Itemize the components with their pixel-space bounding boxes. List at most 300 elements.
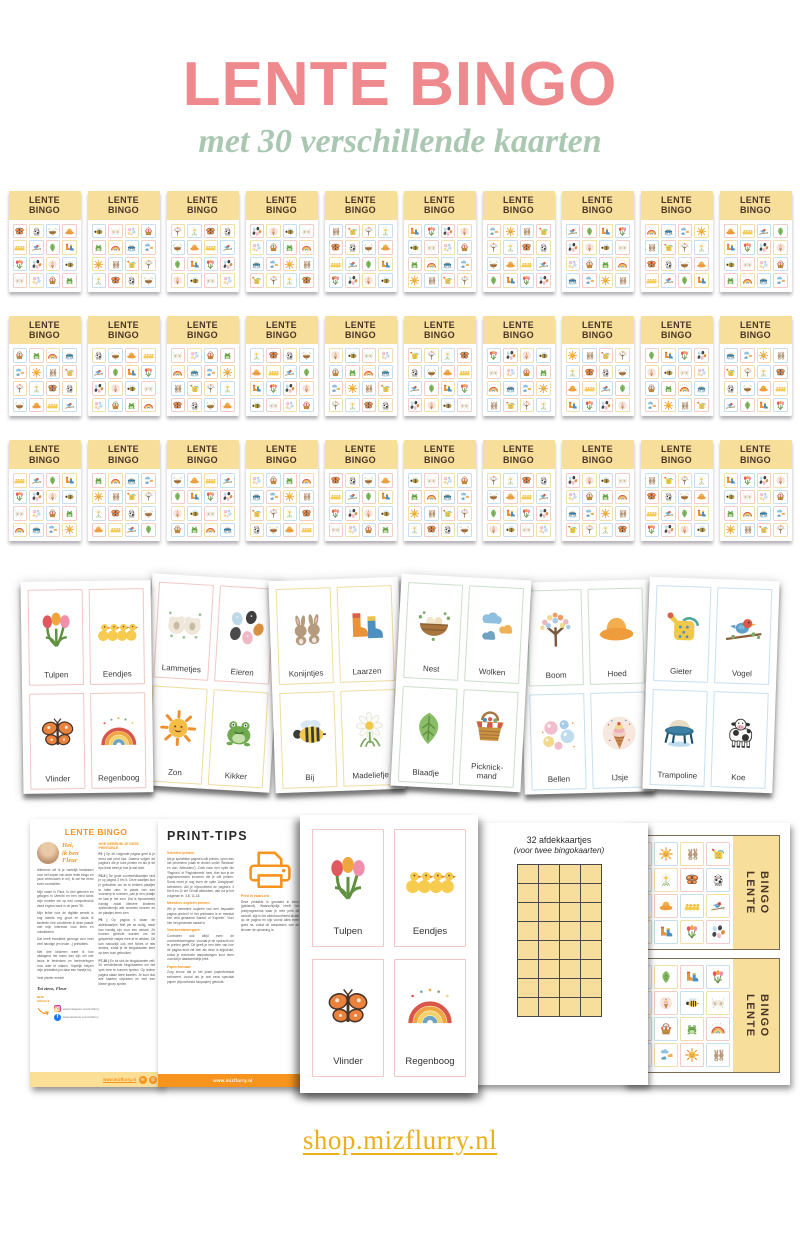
bingo-title-line: LENTE [186, 444, 218, 455]
bingo-tile [424, 490, 439, 505]
regenboog-icon [301, 475, 312, 486]
lammetjes-icon [301, 226, 312, 237]
bij-icon [126, 383, 137, 394]
bingo-tile [108, 490, 123, 505]
kikker-icon [284, 475, 295, 486]
bingo-tile [740, 348, 755, 363]
vogel-icon [600, 383, 611, 394]
bingo-tile [536, 240, 551, 255]
bingo-tile [599, 381, 614, 396]
bingo-tile [250, 365, 265, 380]
flashcard-bellen [529, 693, 586, 790]
bingo-tile [757, 490, 772, 505]
regenboog-icon [646, 226, 657, 237]
bingo-tile [680, 965, 704, 989]
bingo-tile [487, 506, 502, 521]
laarzen-icon [380, 259, 391, 270]
bingo-title-line: BINGO [581, 205, 613, 216]
bingo-tile [13, 224, 28, 239]
kikker-icon [409, 259, 420, 270]
cover-tile [560, 979, 581, 998]
bingo-tile [582, 273, 597, 288]
bingo-title-line: LENTE [186, 195, 218, 206]
eendjes-icon [521, 491, 532, 502]
koe-icon [718, 711, 761, 754]
bingo-tile [378, 348, 393, 363]
bingo-tile [408, 506, 423, 521]
socials-label: MIJN SOCIALS [37, 994, 50, 1003]
bellen-icon [222, 508, 233, 519]
flashcard-picknickmand [459, 689, 519, 788]
bingo-tile [694, 381, 709, 396]
eendjes-icon [459, 367, 470, 378]
bingo-card-title [9, 440, 81, 469]
bingo-tile [250, 506, 265, 521]
socials-block [37, 994, 100, 1021]
nest-icon [47, 226, 58, 237]
flashcard-label: Blaadje [412, 767, 440, 778]
kikker-icon [600, 259, 611, 270]
picknickmand-icon [47, 508, 58, 519]
bingo-grid [246, 344, 318, 416]
cover-tile [518, 960, 539, 979]
bingo-card [483, 191, 555, 292]
picknickmand-icon [584, 259, 595, 270]
kikker-icon [64, 275, 75, 286]
lammetjes-icon [268, 400, 279, 411]
bingo-title-line: BINGO [265, 205, 297, 216]
bingo-title-line: BINGO [107, 205, 139, 216]
zon-icon [409, 508, 420, 519]
flashcard-label: Eendjes [412, 926, 448, 938]
koe-icon [538, 475, 549, 486]
lammetjes-icon [162, 602, 206, 646]
tulpen-icon [14, 259, 25, 270]
boom-icon [521, 400, 532, 411]
lammetjes-icon [742, 491, 753, 502]
bingo-tile [599, 240, 614, 255]
madeliefje-icon [658, 872, 674, 888]
print-section-text: Als je specifieke pagina's wilt printen, open dan het printmenu (vaak te vinden onder 'Bestand' en dan 'Afdrukken'). Zoek naar een optie die 'Pagina's' of 'Paginabereik' heet. Hier kun je de paginanummers invoeren die je wilt printen. Soms moet je nog even de optie 'Aangepast' selecteren. Als je bijvoorbeeld de pagina's 3 t/m 8 en 11 t/m 18 wilt afdrukken, dan vul je het volgende in: 3-8, 11-18. [167, 856, 234, 898]
flashcard-page [519, 579, 655, 794]
cover-tile [560, 922, 581, 941]
hoed-icon [594, 608, 637, 651]
eendjes-icon [205, 475, 216, 486]
madeliefje-icon [696, 242, 707, 253]
bingo-tile [740, 490, 755, 505]
bingo-tile [724, 381, 739, 396]
bingo-tile [46, 257, 61, 272]
bingo-tile [441, 273, 456, 288]
vlinder-icon [205, 226, 216, 237]
bingo-tile [645, 273, 660, 288]
bingo-tile [362, 224, 377, 239]
bellen-icon [222, 275, 233, 286]
koe-icon [126, 508, 137, 519]
bingo-tile [108, 523, 123, 538]
bingo-tile [283, 381, 298, 396]
bingo-tile [220, 473, 235, 488]
blaadje-icon [658, 969, 674, 985]
lammetjes-icon [205, 275, 216, 286]
bingo-title-line: LENTE [265, 444, 297, 455]
bingo-grid [641, 344, 713, 416]
hoed-icon [93, 524, 104, 535]
eieren-icon [347, 508, 358, 519]
bingo-tile [615, 506, 630, 521]
flashcard-ijsje [590, 692, 647, 789]
koe-icon [663, 491, 674, 502]
bingo-tile [582, 224, 597, 239]
bingo-tile [46, 398, 61, 413]
flashcard-page [642, 577, 779, 793]
blaadje-icon [742, 400, 753, 411]
cover-tile [518, 884, 539, 903]
bingo-tile [250, 348, 265, 363]
bellen-icon [536, 713, 579, 756]
bij-icon [725, 491, 736, 502]
bingo-tile [582, 398, 597, 413]
bingo-tile [757, 473, 772, 488]
bingo-tile [125, 398, 140, 413]
zon-icon [696, 226, 707, 237]
bingo-tile [694, 523, 709, 538]
printer-icon [243, 848, 297, 890]
bingo-grid [88, 344, 160, 416]
bingo-tile [645, 473, 660, 488]
gieter-icon [442, 508, 453, 519]
cover-tile [539, 884, 560, 903]
eendjes-icon [268, 367, 279, 378]
picknickmand-icon [584, 491, 595, 502]
flashcard-label: Vlinder [45, 774, 71, 784]
laarzen-icon [251, 383, 262, 394]
eendjes-icon [143, 350, 154, 361]
bingo-tile [171, 365, 186, 380]
bingo-tile [661, 398, 676, 413]
bingo-grid [483, 469, 555, 541]
gieter-icon [380, 383, 391, 394]
bingo-tile [250, 523, 265, 538]
bingo-tile [661, 273, 676, 288]
vogel-icon [725, 400, 736, 411]
bingo-tile [92, 523, 107, 538]
bingo-grid [167, 220, 239, 292]
flashcard-vlinder [312, 959, 384, 1077]
picknickmand-icon [172, 524, 183, 535]
bingo-tile [345, 506, 360, 521]
bingo-title-line: BINGO [186, 330, 218, 341]
kikker-icon [380, 524, 391, 535]
bingo-tile [599, 348, 614, 363]
konijntjes-icon [584, 350, 595, 361]
zon-icon [658, 846, 674, 862]
vlinder-icon [14, 226, 25, 237]
shop-link[interactable]: shop.mizflurry.nl [302, 1125, 498, 1156]
bingo-title-line: BINGO [28, 454, 60, 465]
bingo-card-title [9, 316, 81, 345]
wolken-icon [584, 275, 595, 286]
bingo-tile [46, 365, 61, 380]
tulpen-icon [14, 491, 25, 502]
hoed-icon [31, 400, 42, 411]
lammetjes-icon [459, 400, 470, 411]
bingo-tile [487, 257, 502, 272]
bingo-tile [654, 842, 678, 866]
lammetjes-icon [679, 367, 690, 378]
bij-icon [442, 400, 453, 411]
bingo-tile [408, 473, 423, 488]
bingo-tile [694, 224, 709, 239]
bingo-tile [678, 273, 693, 288]
bingo-tile [408, 224, 423, 239]
bingo-card-title [483, 316, 555, 345]
bingo-tile [62, 365, 77, 380]
bingo-tile [678, 348, 693, 363]
hoed-icon [284, 524, 295, 535]
flashcard-kikker [208, 689, 269, 788]
blaadje-icon [679, 275, 690, 286]
flashcard-label: Gieter [669, 666, 693, 677]
eendjes-icon [95, 608, 138, 651]
bingo-tile [329, 348, 344, 363]
wolken-icon [459, 259, 470, 270]
bingo-tile [536, 273, 551, 288]
kikker-icon [189, 524, 200, 535]
bingo-card-title [404, 316, 476, 345]
bingo-tile [125, 365, 140, 380]
bingo-tile [187, 365, 202, 380]
bingo-tile [441, 490, 456, 505]
bingo-tile [283, 398, 298, 413]
gieter-icon [505, 400, 516, 411]
page-flashcards-preview [300, 815, 478, 1093]
bingo-tile [408, 257, 423, 272]
bellen-icon [251, 242, 262, 253]
flashcard-label: IJsje [611, 772, 629, 783]
bingo-tile [740, 224, 755, 239]
bingo-card-title [720, 440, 792, 469]
tulpen-icon [330, 275, 341, 286]
rotated-bingo-header: LENTE BINGO [733, 836, 779, 949]
ijsje-icon [521, 350, 532, 361]
laarzen-icon [725, 475, 736, 486]
bingo-tile [299, 473, 314, 488]
bingo-tile [187, 240, 202, 255]
trampoline-icon [126, 475, 137, 486]
regenboog-icon [404, 983, 456, 1035]
bingo-tile [125, 490, 140, 505]
bingo-grid [9, 469, 81, 541]
lammetjes-icon [488, 367, 499, 378]
konijntjes-icon [617, 275, 628, 286]
howto-heading: HOE GEBRUIK JE DEZE PRINTABLE [98, 842, 139, 851]
flashcard-label: Laarzen [352, 666, 382, 677]
bingo-tile [680, 1043, 704, 1067]
konijntjes-icon [110, 259, 121, 270]
bingo-tile [345, 257, 360, 272]
flashcard-page [391, 574, 532, 793]
bellen-icon [189, 350, 200, 361]
regenboog-icon [110, 475, 121, 486]
bingo-tile [645, 348, 660, 363]
hoed-icon [380, 475, 391, 486]
nest-icon [205, 400, 216, 411]
madeliefje-icon [222, 383, 233, 394]
zon-icon [409, 275, 420, 286]
lammetjes-icon [14, 275, 25, 286]
bingo-tile [694, 365, 709, 380]
bingo-tile [345, 381, 360, 396]
bingo-tile [520, 523, 535, 538]
bingo-tile [536, 365, 551, 380]
bingo-tile [773, 473, 788, 488]
rotated-bingo-grid [634, 959, 733, 1072]
eieren-icon [663, 524, 674, 535]
konijntjes-icon [684, 846, 700, 862]
wolken-icon [646, 400, 657, 411]
bingo-card [562, 191, 634, 292]
gieter-icon [663, 242, 674, 253]
flashcard-label: Picknick-mand [470, 761, 504, 781]
bingo-tile [773, 240, 788, 255]
bingo-title-line: BINGO [28, 205, 60, 216]
ijsje-icon [775, 242, 786, 253]
bingo-tile [62, 224, 77, 239]
bingo-tile [706, 842, 730, 866]
bingo-tile [329, 224, 344, 239]
cover-tile [560, 998, 581, 1017]
bingo-tile [62, 523, 77, 538]
bingo-tile [362, 398, 377, 413]
laarzen-icon [505, 508, 516, 519]
cover-tile [560, 960, 581, 979]
wolken-icon [459, 491, 470, 502]
bingo-tile [645, 381, 660, 396]
bingo-tile [283, 490, 298, 505]
bij-icon [505, 524, 516, 535]
bingo-tile [250, 490, 265, 505]
bingo-tile [487, 398, 502, 413]
gieter-icon [725, 367, 736, 378]
flashcard-tulpen [28, 589, 84, 686]
bingo-tile [345, 398, 360, 413]
trampoline-icon [126, 242, 137, 253]
bij-icon [189, 508, 200, 519]
bingo-grid [246, 220, 318, 292]
bingo-tile [694, 257, 709, 272]
lammetjes-icon [363, 350, 374, 361]
regenboog-icon [110, 242, 121, 253]
kikker-icon [216, 710, 260, 754]
vogel-icon [710, 898, 726, 914]
bingo-tile [125, 240, 140, 255]
bingo-tile [645, 365, 660, 380]
wolken-icon [330, 383, 341, 394]
bij-icon [600, 242, 611, 253]
bingo-tile [757, 257, 772, 272]
bingo-tile [654, 920, 678, 944]
bingo-tile [171, 240, 186, 255]
bingo-tile [171, 398, 186, 413]
zon-icon [725, 524, 736, 535]
konijntjes-icon [679, 400, 690, 411]
koe-icon [189, 400, 200, 411]
cover-tile [518, 922, 539, 941]
vogel-icon [538, 491, 549, 502]
bingo-tile [378, 398, 393, 413]
bingo-tile [283, 523, 298, 538]
kikker-icon [538, 367, 549, 378]
bingo-card-title [88, 316, 160, 345]
bingo-tile [46, 224, 61, 239]
koe-icon [380, 400, 391, 411]
tulpen-icon [584, 400, 595, 411]
trampoline-icon [758, 508, 769, 519]
nest-icon [172, 242, 183, 253]
bij-icon [347, 350, 358, 361]
bingo-tile [654, 1017, 678, 1041]
cover-tile [539, 941, 560, 960]
zon-icon [31, 367, 42, 378]
regenboog-icon [143, 400, 154, 411]
bingo-tile [108, 240, 123, 255]
bingo-tile [46, 348, 61, 363]
zon-icon [93, 491, 104, 502]
print-section-heading: Voorbeeldweergave [167, 928, 200, 933]
bingo-grid [167, 344, 239, 416]
bingo-card [325, 191, 397, 292]
bingo-card-title [246, 440, 318, 469]
tulpen-icon [679, 350, 690, 361]
vlinder-icon [172, 400, 183, 411]
bingo-title-line: BINGO [107, 330, 139, 341]
madeliefje-icon [189, 226, 200, 237]
bellen-icon [758, 491, 769, 502]
hoed-icon [442, 367, 453, 378]
boom-icon [330, 400, 341, 411]
bingo-tile [29, 473, 44, 488]
bingo-tile [378, 506, 393, 521]
bingo-tile [773, 348, 788, 363]
zon-icon [505, 226, 516, 237]
flashcard-label: Lammetjes [161, 662, 202, 675]
bingo-tile [125, 473, 140, 488]
bingo-card [167, 440, 239, 541]
bingo-tile [678, 224, 693, 239]
bingo-tile [13, 523, 28, 538]
bingo-tile [757, 381, 772, 396]
ijsje-icon [301, 383, 312, 394]
bingo-grid [720, 344, 792, 416]
vogel-icon [93, 367, 104, 378]
instagram-icon[interactable] [54, 1005, 61, 1012]
bingo-tile [661, 490, 676, 505]
bingo-tile [378, 523, 393, 538]
hoed-icon [251, 367, 262, 378]
hoed-icon [505, 259, 516, 270]
bingo-tile [457, 240, 472, 255]
bingo-tile [299, 365, 314, 380]
madeliefje-icon [380, 226, 391, 237]
bingo-tile [283, 365, 298, 380]
zon-icon [347, 383, 358, 394]
facebook-icon[interactable]: f [54, 1014, 61, 1021]
boom-icon [172, 226, 183, 237]
bingo-title-line: BINGO [423, 205, 455, 216]
bingo-title-line: LENTE [660, 195, 692, 206]
flashcard-koe [710, 691, 768, 789]
